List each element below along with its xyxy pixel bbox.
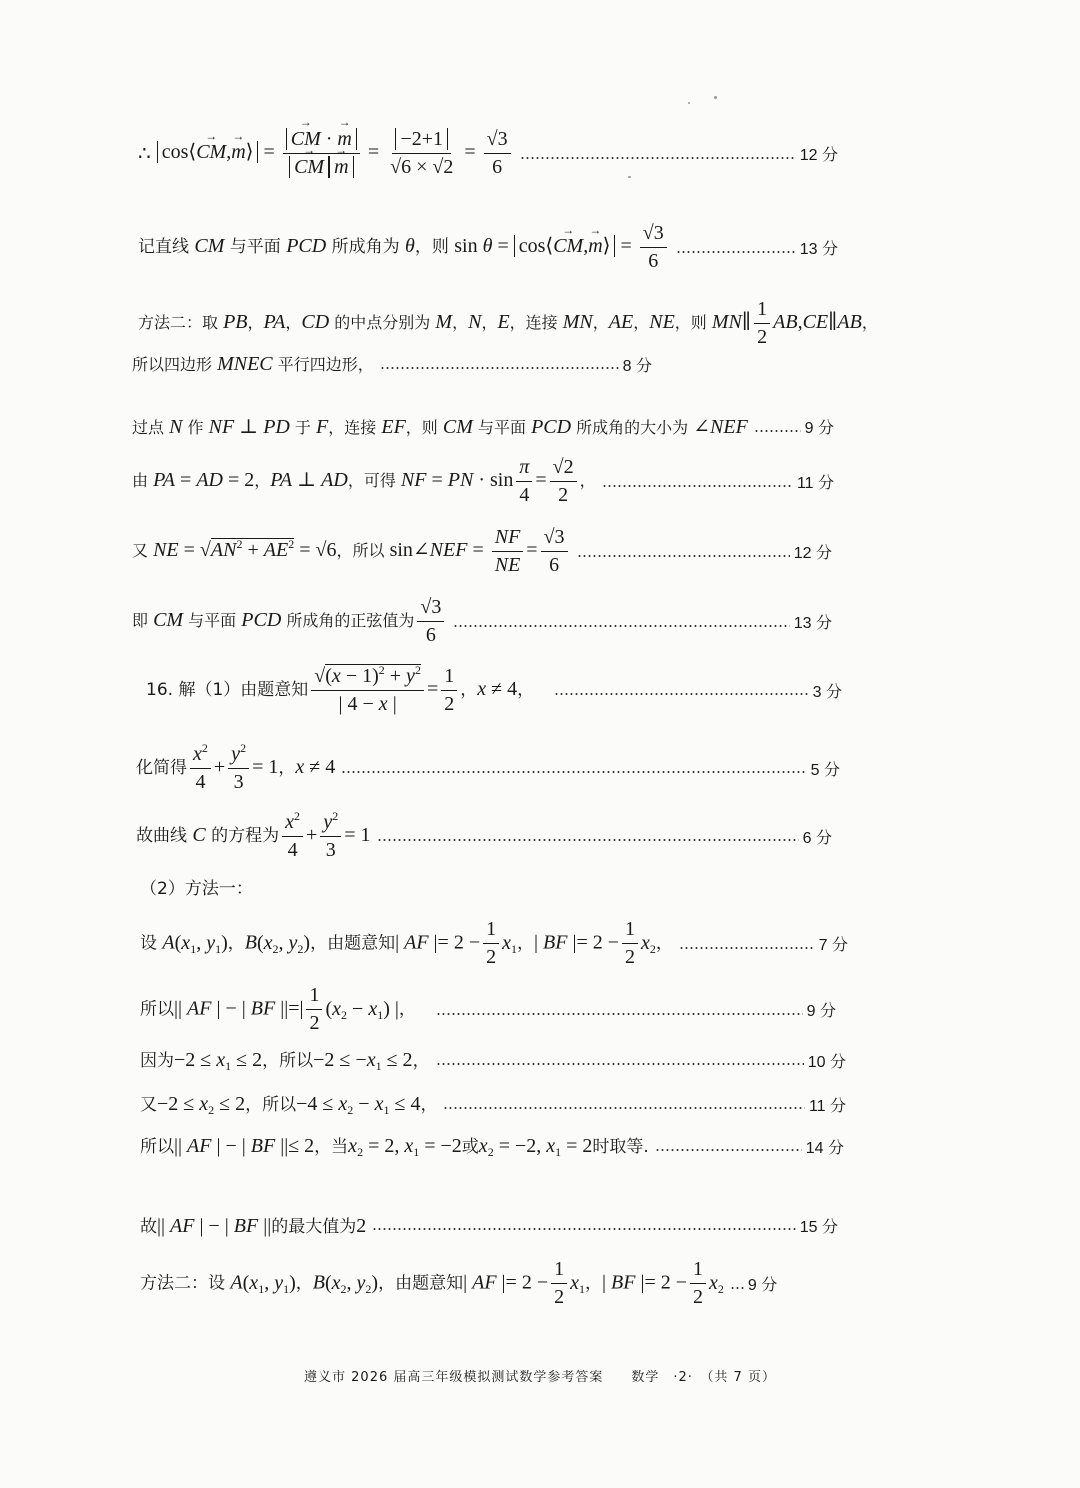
line-text: 方法二：取 PB，PA，CD 的中点分别为 M，N，E，连接 MN，AE，NE，则 MN∥ $\frac{1}{2}$ AB,CE∥AB， [138, 298, 878, 348]
line-text: 即 CM 与平面 PCD 所成角的正弦值为 $\frac{√3}{6}$ [132, 596, 447, 647]
score-label: 10 分 [807, 1053, 846, 1071]
solution-line-13 [0, 222, 838, 273]
solution-line-7 [0, 918, 848, 969]
dot-leader [577, 555, 790, 557]
dot-leader [377, 839, 799, 841]
score-label: 12 分 [799, 147, 838, 164]
line-text: 故|| AF | − | BF ||的最大值为2 [140, 1215, 367, 1237]
line-text: 又 NE = $√AN^2 + AE^2 = √6$，所以 sin∠NEF = $\frac{NF}{NE}$ = $\frac{√3}{6}$ [132, 526, 571, 577]
scan-speck [714, 96, 717, 99]
score-label: 8 分 [622, 357, 652, 375]
line-text: 又$-2 \le x_2 \le 2$，所以$-4 \le x_2 - x_1 \le 4$， [140, 1093, 438, 1117]
score-label: 6 分 [802, 829, 832, 847]
dot-leader [520, 157, 796, 159]
dot-leader [602, 485, 793, 487]
line-text: 由 PA = AD = 2，PA ⊥ AD，可得 NF = PN · sin $\frac{\pi}{4}$ = $\frac{√2}{2}$ ， [132, 456, 596, 506]
line-text: 过点 N 作 NF ⊥ PD 于 F，连接 EF，则 CM 与平面 PCD 所成角的大小为 ∠NEF [132, 416, 748, 438]
score-label: 13 分 [793, 615, 832, 632]
score-label: 9 分 [747, 1277, 778, 1294]
line-text: 所以|| AF | − | BF ||≤ 2，当$x_2 = 2$, $x_1 = -2$或$x_2 = -2$, $x_1 = 2$时取等. [140, 1135, 649, 1159]
line-text: 化简得 $\frac{x^2}{4}$ + $\frac{y^2}{3}$ = 1，x ≠ 4 [136, 741, 336, 793]
solution-line-14 [0, 1132, 844, 1160]
page-footer: 遵义市 2026 届高三年级模拟测试数学参考答案 数学 ·2· （共 7 页） [304, 1370, 776, 1385]
line-text: 记直线 CM 与平面 PCD 所成角为 θ，则 sin θ = cos⟨→ CM,→ m⟩ = $\frac{√3}{6}$ [138, 222, 670, 273]
method-two-part-2 [0, 1258, 840, 1309]
score-label: 12 分 [793, 545, 832, 562]
line-text: 故曲线 C 的方程为 $\frac{x^2}{4}$ + $\frac{y^2}{3}$ = 1 [136, 809, 371, 861]
score-label: 9 分 [806, 1003, 836, 1020]
score-label: 5 分 [810, 761, 840, 779]
solution-line-12b [0, 526, 832, 577]
line-text: 所以|| AF | − | BF ||=| $\frac{1}{2}$ $(x_2 - x_1)$ |， [140, 984, 416, 1034]
dot-leader [372, 1228, 796, 1230]
score-label: 13 分 [799, 241, 838, 258]
line-text: 方法二：设 $A(x_1$, $y_1$)，$B(x_2$, $y_2$)，由题意知| AF |= 2 − $\frac{1}{2}$ $x_1$，| BF |= 2 − $\frac{1}{2}$ $x_2$ [140, 1258, 724, 1308]
dot-leader [754, 430, 801, 432]
solution-line-6 [0, 810, 832, 862]
dot-leader [554, 693, 809, 695]
line-text: 因为$-2 \le x_1 \le 2$，所以$-2 \le -x_1 \le 2$， [140, 1049, 430, 1073]
dot-leader [679, 947, 815, 949]
dot-leader [453, 625, 789, 627]
dot-leader [443, 1107, 804, 1109]
therefore-symbol: ∴ [138, 143, 151, 165]
line-text: （2）方法一： [140, 879, 253, 899]
dot-leader [676, 251, 796, 253]
score-label: 14 分 [805, 1139, 844, 1157]
score-label: 11 分 [808, 1097, 846, 1115]
solution-line-12 [0, 128, 838, 179]
solution-line-10 [0, 1046, 846, 1074]
score-label: 7 分 [818, 937, 848, 954]
dot-leader [730, 1287, 744, 1289]
dot-leader [655, 1149, 802, 1151]
problem-16-part-1 [0, 664, 842, 716]
part-2-method-one [0, 874, 1080, 899]
solution-line-11a [0, 456, 834, 507]
dot-leader [436, 1013, 803, 1015]
solution-line-11b [0, 1090, 846, 1118]
score-label: 11 分 [796, 475, 834, 492]
score-label: 15 分 [799, 1218, 838, 1236]
solution-line-9 [0, 414, 834, 439]
method-two-intro [0, 298, 1080, 349]
scan-speck [688, 102, 690, 104]
dot-leader [380, 367, 619, 369]
scan-speck [628, 176, 631, 178]
solution-line-5 [0, 742, 840, 794]
solution-line-13b [0, 596, 832, 647]
solution-line-9b [0, 984, 836, 1035]
solution-line-15 [0, 1212, 838, 1238]
formula-cos-angle: cos⟨→ CM,→ m⟩ = → CM · → m → CM→ m = $\frac{-2+1}{√6 \times √2}$ = $\frac{√3}{6}$ [157, 128, 514, 179]
score-label: 3 分 [812, 683, 842, 701]
solution-line-8 [0, 352, 652, 376]
dot-leader [341, 771, 806, 773]
line-text: 所以四边形 MNEC 平行四边形， [132, 353, 374, 375]
score-label: 9 分 [804, 420, 834, 437]
line-text: 16. 解（1）由题意知 $\frac{√(x - 1)^2 + y^2}{| 4 - x |}$ = $\frac{1}{2}$ ，x ≠ 4， [146, 663, 535, 715]
dot-leader [436, 1063, 804, 1065]
line-text: 设 $A(x_1$, $y_1$)，$B(x_2$, $y_2$)，由题意知| AF |= 2 − $\frac{1}{2}$ $x_1$，| BF |= 2 − $\frac{1}{2}$ $x_2$， [140, 918, 673, 968]
